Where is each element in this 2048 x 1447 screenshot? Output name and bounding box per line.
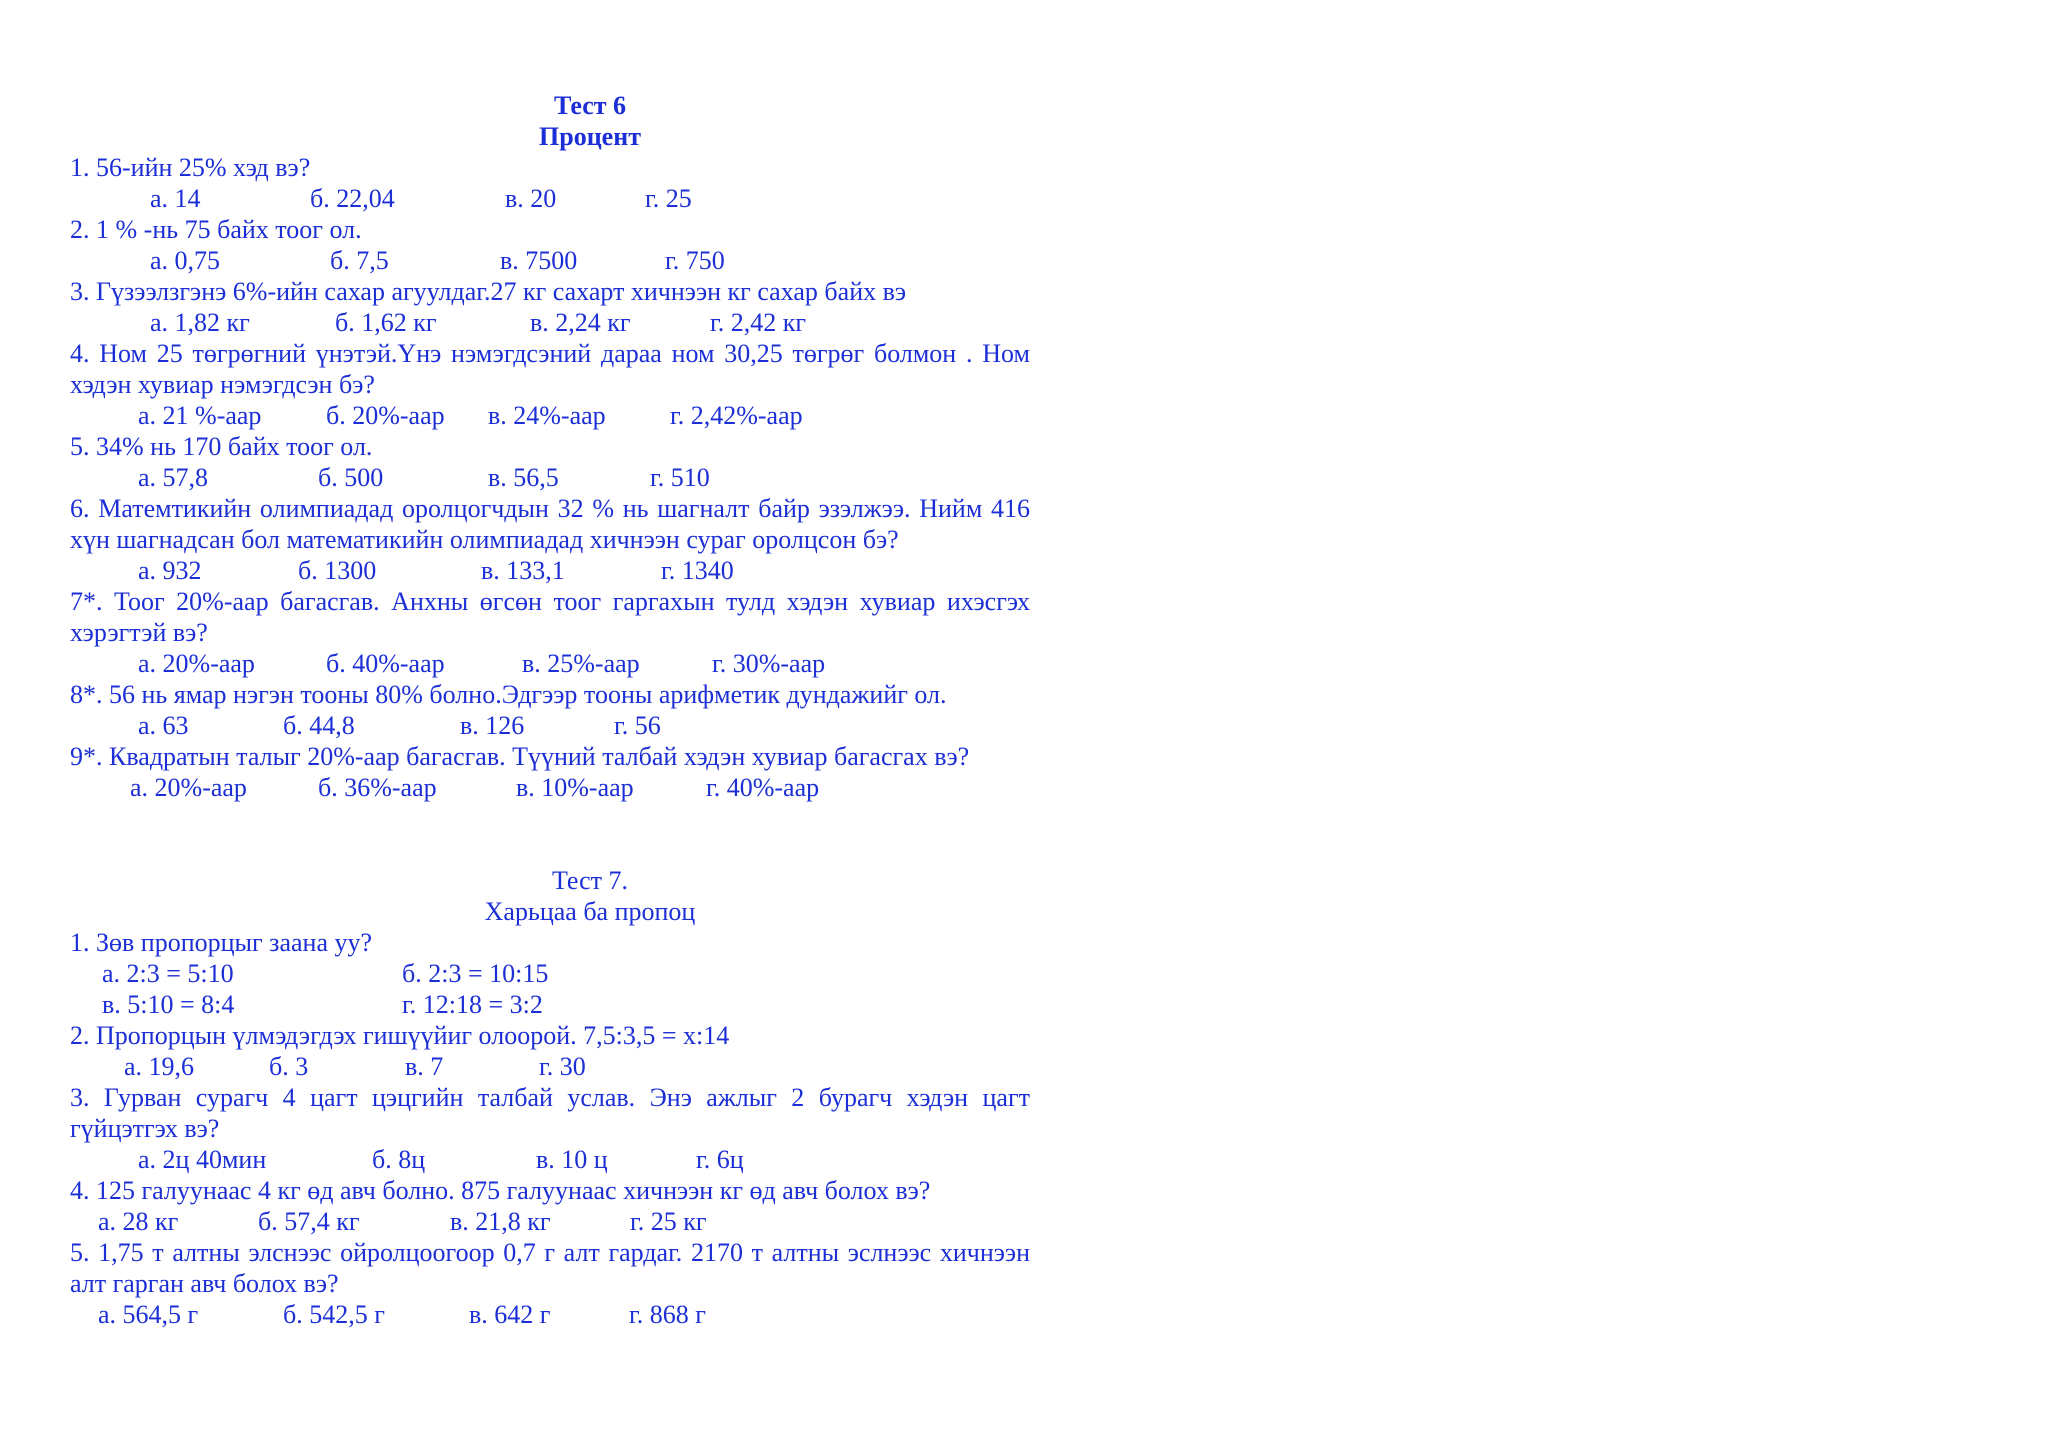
option-a: а. 2:3 = 5:10 <box>102 959 234 988</box>
options-1-row1 <box>70 958 1030 989</box>
options-7 <box>70 648 1030 679</box>
option-b: б. 7,5 <box>330 246 389 275</box>
option-b: б. 3 <box>269 1052 309 1081</box>
option-c: в. 10%-аар <box>516 773 634 802</box>
option-d: г. 40%-аар <box>706 773 820 802</box>
options-9 <box>70 772 1030 803</box>
option-b: б. 1300 <box>298 556 377 585</box>
option-b: б. 8ц <box>372 1145 426 1174</box>
option-a: а. 564,5 г <box>98 1300 199 1329</box>
options-5 <box>70 462 1030 493</box>
option-c: в. 56,5 <box>488 463 559 492</box>
option-a: а. 14 <box>150 184 201 213</box>
option-a: а. 2ц 40мин <box>138 1145 267 1174</box>
question-3: 3. Гурван сурагч 4 цагт цэцгийн талбай услав. Энэ ажлыг 2 бурагч хэдэн цагт гүйцэтгэх вэ? <box>70 1083 1030 1143</box>
test6-subtitle: Процент <box>539 122 641 151</box>
question-5: 5. 34% нь 170 байх тоог ол. <box>70 432 373 461</box>
option-b: б. 57,4 кг <box>258 1207 360 1236</box>
option-b: б. 22,04 <box>310 184 395 213</box>
options-1 <box>70 183 1030 214</box>
question-6: 6. Матемтикийн олимпиадад оролцогчдын 32 % нь шагналт байр эзэлжээ. Нийм 416 хүн шагнадсан бол математикийн олимпиадад хичнээн сураг оролцсон бэ? <box>70 494 1030 554</box>
option-d: г. 25 кг <box>630 1207 707 1236</box>
options-6 <box>70 555 1030 586</box>
question-8: 8*. 56 нь ямар нэгэн тооны 80% болно.Эдгээр тооны арифметик дундажийг ол. <box>70 680 947 709</box>
option-c: в. 20 <box>505 184 557 213</box>
option-b: б. 40%-аар <box>326 649 445 678</box>
options-8 <box>70 710 1030 741</box>
question-2: 2. 1 % -нь 75 байх тоог ол. <box>70 215 362 244</box>
option-c: в. 7500 <box>500 246 578 275</box>
option-b: б. 500 <box>318 463 384 492</box>
options-5 <box>70 1299 1030 1330</box>
option-a: а. 0,75 <box>150 246 221 275</box>
option-c: в. 25%-аар <box>522 649 640 678</box>
options-4 <box>70 400 1030 431</box>
option-d: г. 2,42%-аар <box>670 401 803 430</box>
test7-title: Тест 7. <box>552 866 628 895</box>
option-a: а. 1,82 кг <box>150 308 250 337</box>
question-4: 4. 125 галуунаас 4 кг өд авч болно. 875 галуунаас хичнээн кг өд авч болох вэ? <box>70 1176 931 1205</box>
option-d: г. 868 г <box>629 1300 706 1329</box>
section-gap <box>70 803 1030 865</box>
option-b: б. 1,62 кг <box>335 308 437 337</box>
option-a: а. 57,8 <box>138 463 209 492</box>
options-3 <box>70 307 1030 338</box>
option-d: г. 6ц <box>696 1145 744 1174</box>
option-c: в. 5:10 = 8:4 <box>102 990 235 1019</box>
test7-subtitle: Харьцаа ба пропоц <box>484 897 696 926</box>
option-c: в. 7 <box>405 1052 444 1081</box>
option-a: а. 20%-аар <box>138 649 255 678</box>
option-d: г. 2,42 кг <box>710 308 807 337</box>
option-d: г. 30 <box>539 1052 586 1081</box>
option-b: б. 20%-аар <box>326 401 445 430</box>
options-4 <box>70 1206 1030 1237</box>
option-a: а. 19,6 <box>124 1052 195 1081</box>
option-d: г. 12:18 = 3:2 <box>402 990 543 1019</box>
option-c: в. 642 г <box>469 1300 551 1329</box>
option-b: б. 44,8 <box>283 711 355 740</box>
question-5: 5. 1,75 т алтны элснээс ойролцоогоор 0,7 г алт гардаг. 2170 т алтны эслнээс хичнээн алт гарган авч болох вэ? <box>70 1238 1030 1298</box>
question-1: 1. Зөв пропорцыг заана уу? <box>70 928 373 957</box>
option-c: в. 24%-аар <box>488 401 606 430</box>
option-c: в. 21,8 кг <box>450 1207 551 1236</box>
question-4: 4. Ном 25 төгрөгний үнэтэй.Үнэ нэмэгдсэний дараа ном 30,25 төгрөг болмон . Ном хэдэн хувиар нэмэгдсэн бэ? <box>70 339 1030 399</box>
option-c: в. 133,1 <box>481 556 565 585</box>
question-2: 2. Пропорцын үлмэдэгдэх гишүүйиг олоорой. 7,5:3,5 = х:14 <box>70 1021 730 1050</box>
question-1: 1. 56-ийн 25% хэд вэ? <box>70 153 311 182</box>
option-a: а. 20%-аар <box>130 773 247 802</box>
option-d: г. 510 <box>650 463 710 492</box>
option-d: г. 56 <box>614 711 661 740</box>
option-c: в. 2,24 кг <box>530 308 631 337</box>
option-d: г. 750 <box>665 246 725 275</box>
option-c: в. 126 <box>460 711 525 740</box>
question-3: 3. Гүзээлзгэнэ 6%-ийн сахар агуулдаг.27 кг сахарт хичнээн кг сахар байх вэ <box>70 277 907 306</box>
option-d: г. 25 <box>645 184 692 213</box>
option-a: а. 63 <box>138 711 189 740</box>
option-a: а. 932 <box>138 556 202 585</box>
option-b: б. 36%-аар <box>318 773 437 802</box>
options-2 <box>70 245 1030 276</box>
options-1-row2 <box>70 989 1030 1020</box>
options-3 <box>70 1144 1030 1175</box>
document-page <box>70 90 1030 1330</box>
question-7: 7*. Тоог 20%-аар багасгав. Анхны өгсөн тоог гаргахын тулд хэдэн хувиар ихэсгэх хэрэгтэй вэ? <box>70 587 1030 647</box>
options-2 <box>70 1051 1030 1082</box>
option-b: б. 542,5 г <box>283 1300 385 1329</box>
option-b: б. 2:3 = 10:15 <box>402 959 549 988</box>
test6-title: Тест 6 <box>553 91 627 120</box>
option-a: а. 21 %-аар <box>138 401 262 430</box>
option-d: г. 30%-аар <box>712 649 826 678</box>
question-9: 9*. Квадратын талыг 20%-аар багасгав. Түүний талбай хэдэн хувиар багасгах вэ? <box>70 742 970 771</box>
option-c: в. 10 ц <box>536 1145 608 1174</box>
option-d: г. 1340 <box>661 556 734 585</box>
option-a: а. 28 кг <box>98 1207 179 1236</box>
